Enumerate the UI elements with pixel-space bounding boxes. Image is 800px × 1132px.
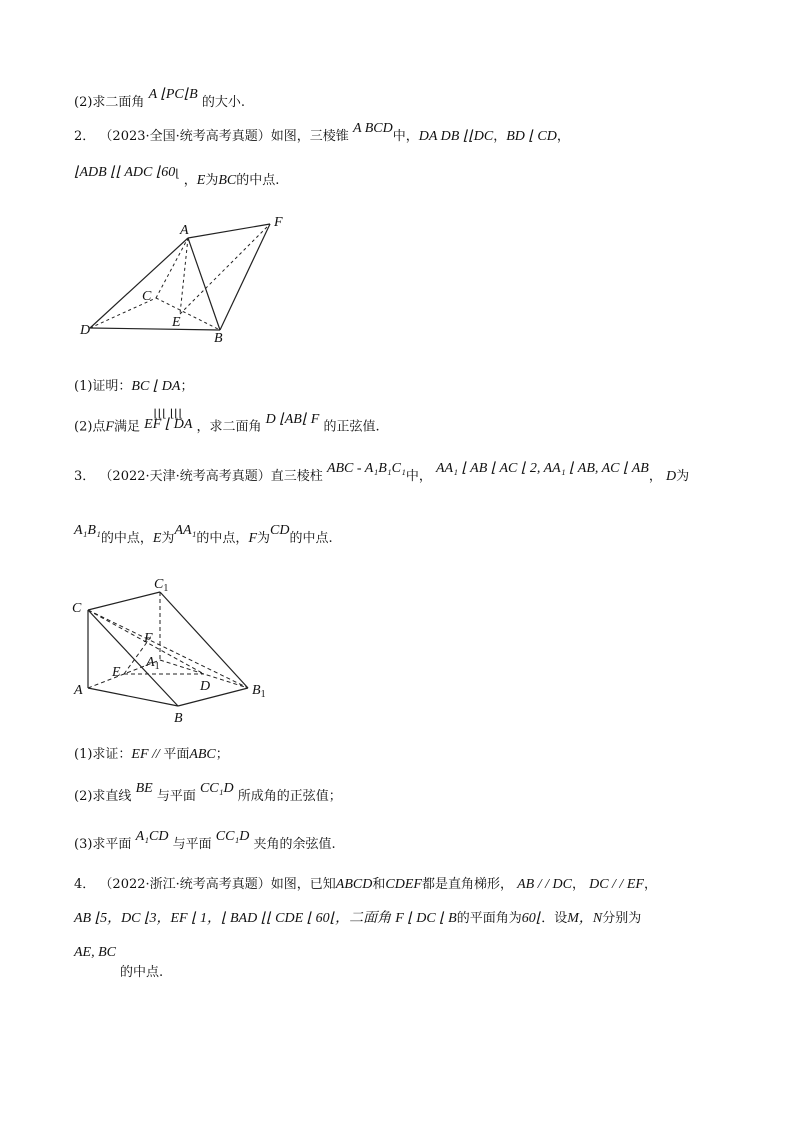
q2-part1: (1)证明：BC ⌊ DA； (74, 379, 194, 394)
q4-stem-line3: AE, BC 的中点. (74, 945, 164, 980)
q3-part2: (2)求直线 BE 与平面 CC₁D 所成角的正弦值； (74, 781, 342, 804)
q3-part3: (3)求平面 A₁CD 与平面 CC₁D 夹角的余弦值. (74, 829, 336, 852)
question-number: 4． (74, 877, 96, 892)
label-B: B (214, 331, 223, 344)
label-F: F (144, 631, 153, 646)
question-source: （2022·浙江·统考高考真题） (99, 877, 271, 892)
q2-stem-line2: ⌊ADB ⌊⌊ ADC ⌊60⌊ ，E为BC的中点. (74, 165, 280, 188)
dihedral-math: A ⌊PC⌊B (148, 87, 198, 102)
label-A: A (180, 223, 189, 238)
q1-part2: (2)求二面角 A ⌊PC⌊B 的大小. (74, 87, 246, 110)
q2-part2: (2)点F满足 ⌊⌊⌊ ⌊⌊⌊ EF ⌊ DA ，求二面角 D ⌊AB⌊ F 的正弦值. (74, 407, 380, 435)
q2-stem-line1: 2． （2023·全国·统考高考真题）如图，三棱锥 A BCD中，DA DB ⌊⌊DC，BD ⌊ CD， (74, 121, 570, 144)
q4-stem-line1: 4． （2022·浙江·统考高考真题）如图，已知ABCD和CDEF都是直角梯形， AB / / DC， DC / / EF， (74, 877, 657, 892)
label-E: E (112, 665, 121, 680)
label-C: C (142, 289, 152, 304)
label-A: A (74, 683, 83, 698)
question-source: （2022·天津·统考高考真题） (99, 469, 271, 484)
label-D: D (80, 323, 91, 338)
label-C1: $C_1$ (154, 577, 169, 594)
label-F: F (274, 215, 283, 230)
q3-part1: (1)求证：EF // 平面ABC； (74, 747, 229, 762)
label-A1: $A_1$ (146, 655, 160, 672)
vector-equation: ⌊⌊⌊ ⌊⌊⌊ EF ⌊ DA (144, 407, 193, 432)
label-E: E (172, 315, 181, 330)
label-D: D (200, 679, 211, 694)
q3-stem-line1: 3． （2022·天津·统考高考真题）直三棱柱 ABC - A₁B₁C₁中， AA₁ ⌊ AB ⌊ AC ⌊ 2, AA₁ ⌊ AB, AC ⌊ AB， D为 (74, 461, 690, 484)
q2-figure (78, 214, 298, 344)
q4-stem-line2: AB ⌊5，DC ⌊3，EF ⌊ 1，⌊ BAD ⌊⌊ CDE ⌊ 60⌊，二面角 F ⌊ DC ⌊ B的平面角为60⌊．设M，N分别为 (74, 911, 642, 926)
question-number: 2． (74, 129, 96, 144)
question-source: （2023·全国·统考高考真题） (99, 129, 271, 144)
question-number: 3． (74, 469, 96, 484)
label-B: B (174, 711, 183, 726)
label-C: C (72, 601, 82, 616)
q3-stem-line2: A₁B₁的中点，E为AA₁的中点，F为CD的中点. (74, 523, 333, 546)
q3-figure (70, 576, 280, 726)
label-B1: $B_1$ (252, 683, 266, 700)
